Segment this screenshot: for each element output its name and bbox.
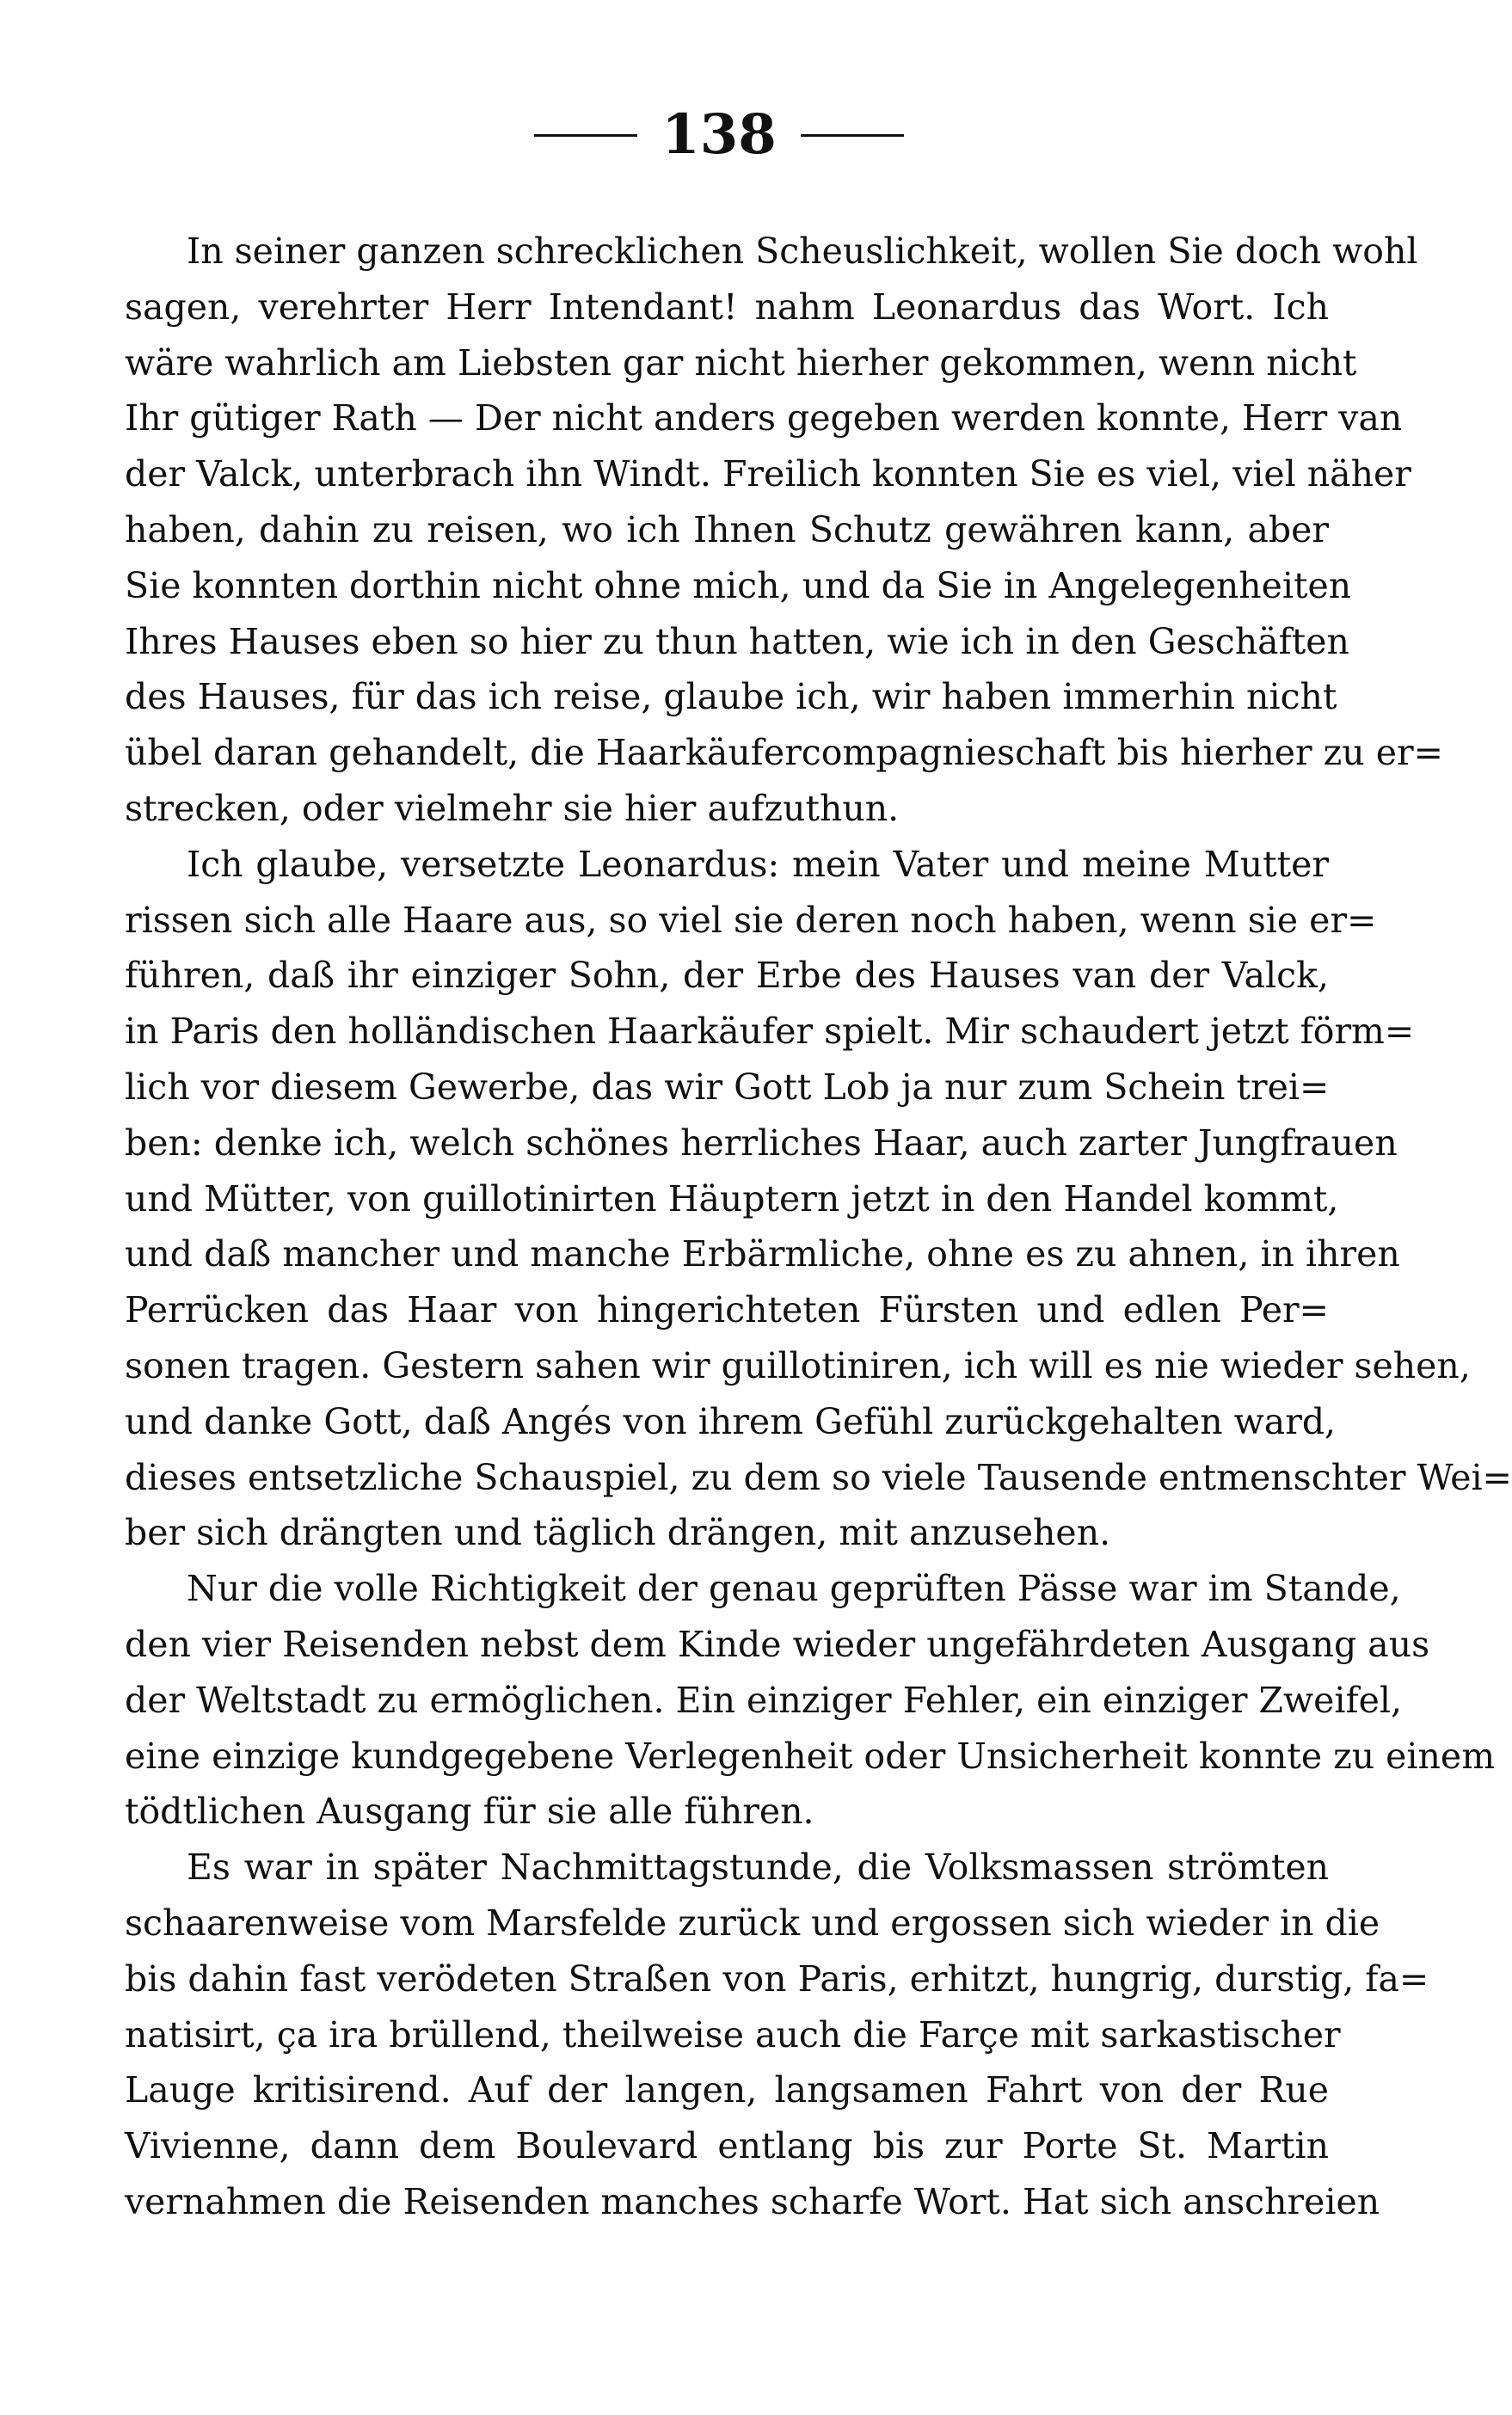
- text-line: und danke Gott, daß Angés von ihrem Gefühl zurückgehalten ward,: [125, 1400, 1337, 1442]
- text-line: In seiner ganzen schrecklichen Scheuslichkeit, wollen Sie doch wohl: [187, 230, 1418, 272]
- text-line: Ihres Hauses eben so hier zu thun hatten, wie ich in den Geschäften: [125, 620, 1349, 662]
- text-line: Nur die volle Richtigkeit der genau geprüften Pässe war im Stande,: [187, 1568, 1401, 1610]
- body-text: [125, 224, 1512, 2230]
- text-line: des Hauses, für das ich reise, glaube ich, wir haben immerhin nicht: [125, 676, 1337, 718]
- text-line: den vier Reisenden nebst dem Kinde wieder ungefährdeten Ausgang aus: [125, 1623, 1430, 1665]
- text-line: strecken, oder vielmehr sie hier aufzuthun.: [125, 787, 900, 829]
- paragraph: [125, 837, 1512, 1561]
- text-line: sonen tragen. Gestern sahen wir guillotiniren, ich will es nie wieder sehen,: [125, 1344, 1471, 1386]
- text-line: ber sich drängten und täglich drängen, mit anzusehen.: [125, 1512, 1111, 1554]
- text-line: eine einzige kundgegebene Verlegenheit oder Unsicherheit konnte zu einem: [125, 1735, 1496, 1777]
- text-line: Sie konnten dorthin nicht ohne mich, und da Sie in Angelegenheiten: [125, 564, 1352, 606]
- text-line: wäre wahrlich am Liebsten gar nicht hierher gekommen, wenn nicht: [125, 341, 1357, 384]
- paragraph: [125, 1561, 1496, 1840]
- text-line: dieses entsetzliche Schauspiel, zu dem so viele Tausende entmenschter Wei=: [125, 1456, 1512, 1498]
- header-rule-left: [534, 134, 637, 137]
- text-line: natisirt, ça ira brüllend, theilweise auch die Farçe mit sarkastischer: [125, 2013, 1341, 2056]
- text-line: rissen sich alle Haare aus, so viel sie deren noch haben, wenn sie er=: [125, 899, 1377, 941]
- text-line: Ihr gütiger Rath — Der nicht anders gegeben werden konnte, Herr van: [125, 397, 1403, 439]
- page-number: 138: [661, 102, 777, 167]
- text-line: Perrücken das Haar von hingerichteten Fürsten und edlen Per=: [125, 1289, 1329, 1331]
- text-line: übel daran gehandelt, die Haarkäufercompagnieschaft bis hierher zu er=: [125, 732, 1443, 774]
- page-header: [0, 102, 1438, 167]
- text-line: tödtlichen Ausgang für sie alle führen.: [125, 1791, 814, 1833]
- text-line: Ich glaube, versetzte Leonardus: mein Vater und meine Mutter: [187, 843, 1329, 885]
- text-line: Es war in später Nachmittagstunde, die Volksmassen strömten: [187, 1847, 1329, 1889]
- text-line: und Mütter, von guillotinirten Häuptern jetzt in den Handel kommt,: [125, 1177, 1339, 1220]
- text-line: führen, daß ihr einziger Sohn, der Erbe des Hauses van der Valck,: [125, 955, 1329, 997]
- paragraph: [125, 224, 1443, 837]
- text-line: Vivienne, dann dem Boulevard entlang bis zur Porte St. Martin: [125, 2125, 1329, 2167]
- text-line: lich vor diesem Gewerbe, das wir Gott Lob ja nur zum Schein trei=: [125, 1066, 1330, 1108]
- text-line: sagen, verehrter Herr Intendant! nahm Leonardus das Wort. Ich: [125, 286, 1329, 328]
- header-rule-right: [801, 134, 904, 137]
- text-line: bis dahin fast verödeten Straßen von Paris, erhitzt, hungrig, durstig, fa=: [125, 1957, 1429, 2000]
- text-line: Lauge kritisirend. Auf der langen, langsamen Fahrt von der Rue: [125, 2069, 1329, 2111]
- text-line: schaarenweise vom Marsfelde zurück und ergossen sich wieder in die: [125, 1902, 1380, 1944]
- text-line: haben, dahin zu reisen, wo ich Ihnen Schutz gewähren kann, aber: [125, 508, 1329, 550]
- paragraph: [125, 1840, 1429, 2230]
- text-line: der Valck, unterbrach ihn Windt. Freilich konnten Sie es viel, viel näher: [125, 453, 1411, 495]
- text-line: in Paris den holländischen Haarkäufer spielt. Mir schaudert jetzt förm=: [125, 1011, 1415, 1053]
- text-line: und daß mancher und manche Erbärmliche, ohne es zu ahnen, in ihren: [125, 1233, 1400, 1275]
- text-line: vernahmen die Reisenden manches scharfe Wort. Hat sich anschreien: [125, 2180, 1380, 2222]
- text-line: ben: denke ich, welch schönes herrliches Haar, auch zarter Jungfrauen: [125, 1121, 1398, 1164]
- text-line: der Weltstadt zu ermöglichen. Ein einziger Fehler, ein einziger Zweifel,: [125, 1679, 1403, 1721]
